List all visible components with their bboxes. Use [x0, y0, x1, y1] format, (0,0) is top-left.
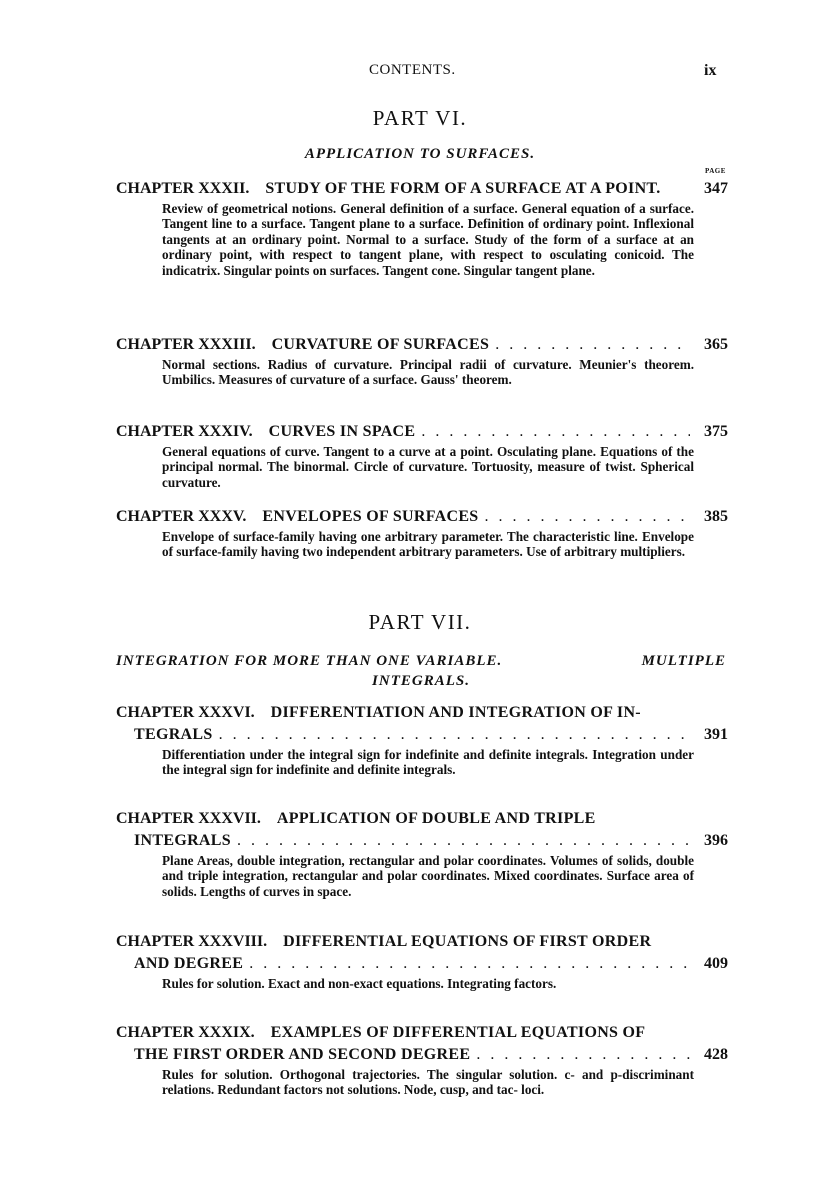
chapter-summary: Differentiation under the integral sign for indefinite and definite integrals. Integration under the integral sign for indefinite and definite integrals. [162, 747, 694, 778]
chapter-summary: Rules for solution. Exact and non-exact equations. Integrating factors. [162, 976, 557, 991]
dot-leader [485, 506, 690, 528]
chapter-number: CHAPTER XXXIX. [116, 1024, 255, 1041]
chapter-title: STUDY OF THE FORM OF A SURFACE AT A POINT. [265, 180, 661, 197]
chapter-summary: Envelope of surface-family having one arbitrary parameter. The characteristic line. Envelope of surface-family having two independent arbitrary parameters. Use of arbitrary multipliers. [162, 529, 694, 560]
chapter-title-cont: THE FIRST ORDER AND SECOND DEGREE [134, 1046, 471, 1063]
chapter-title: EXAMPLES OF DIFFERENTIAL EQUATIONS OF [270, 1024, 646, 1041]
chapter-title: APPLICATION OF DOUBLE AND TRIPLE [276, 810, 596, 827]
part-6-title: PART VI. [372, 106, 468, 130]
dot-leader [237, 830, 690, 852]
dot-leader [476, 1044, 690, 1066]
chapter-title-cont: INTEGRALS [134, 832, 231, 849]
chapter-number: CHAPTER XXXIV. [116, 423, 253, 440]
chapter-32 [116, 178, 728, 278]
chapter-title: CURVATURE OF SURFACES [271, 336, 490, 353]
chapter-page: 391 [704, 726, 728, 743]
chapter-38 [116, 931, 728, 991]
chapter-33 [116, 334, 728, 388]
chapter-summary: Normal sections. Radius of curvature. Principal radii of curvature. Meunier's theorem. Umbilics. Measures of curvature of a surface. Gauss' theorem. [162, 357, 694, 388]
chapter-title: ENVELOPES OF SURFACES [262, 508, 479, 525]
chapter-number: CHAPTER XXXVIII. [116, 933, 268, 950]
chapter-title-cont: TEGRALS [134, 726, 213, 743]
chapter-34 [116, 421, 728, 490]
dot-leader [495, 334, 690, 356]
chapter-page: 365 [704, 336, 728, 353]
chapter-number: CHAPTER XXXVI. [116, 704, 255, 721]
chapter-summary: General equations of curve. Tangent to a curve at a point. Osculating plane. Equations of the principal normal. The binormal. Circle of curvature. Tortuosity, measure of twist. Spherical curvature. [162, 444, 694, 490]
part-7-subtitle-left: INTEGRATION FOR MORE THAN ONE VARIABLE. [116, 653, 503, 669]
part-6-subtitle: APPLICATION TO SURFACES. [304, 146, 536, 162]
chapter-title: DIFFERENTIATION AND INTEGRATION OF IN- [270, 704, 641, 721]
chapter-page: 409 [704, 955, 728, 972]
chapter-37 [116, 808, 728, 899]
part-7-subtitle-line2: INTEGRALS. [372, 673, 470, 689]
chapter-page: 347 [704, 180, 728, 197]
chapter-39 [116, 1022, 728, 1098]
chapter-summary: Rules for solution. Orthogonal trajectories. The singular solution. c- and p-discriminant relations. Redundant factors not solutions. Node, cusp, and tac- loci. [162, 1067, 694, 1098]
chapter-35 [116, 506, 728, 560]
page-number: ix [704, 62, 717, 79]
dot-leader [421, 421, 690, 443]
chapter-summary: Plane Areas, double integration, rectangular and polar coordinates. Volumes of solids, double and triple integration, rectangular and polar coordinates. Mixed coordinates. Surface area of solids. Lengths of curves in space. [162, 853, 694, 899]
dot-leader [249, 953, 690, 975]
chapter-title: CURVES IN SPACE [268, 423, 416, 440]
chapter-number: CHAPTER XXXII. [116, 180, 250, 197]
part-7-subtitle-right: MULTIPLE [641, 653, 726, 669]
chapter-title: DIFFERENTIAL EQUATIONS OF FIRST ORDER [283, 933, 652, 950]
chapter-36 [116, 702, 728, 778]
running-head-title: CONTENTS. [369, 62, 456, 78]
chapter-page: 375 [704, 423, 728, 440]
page-column-label: PAGE [705, 167, 726, 175]
chapter-summary: Review of geometrical notions. General definition of a surface. General equation of a surface. Tangent line to a surface. Tangent plane to a surface. Definition of ordinary point. Inflexional tangents at an ordinary point. Normal to a surface. Study of the form of a surface at an ordinary point, with respect to tangent plane, with respect to osculating conicoid. The indicatrix. Singular points on surfaces. Tangent cone. Singular tangent plane. [162, 201, 694, 278]
chapter-page: 385 [704, 508, 728, 525]
part-7-title: PART VII. [368, 610, 472, 634]
chapter-page: 428 [704, 1046, 728, 1063]
chapter-number: CHAPTER XXXV. [116, 508, 247, 525]
chapter-page: 396 [704, 832, 728, 849]
chapter-number: CHAPTER XXXVII. [116, 810, 261, 827]
dot-leader [219, 724, 690, 746]
chapter-number: CHAPTER XXXIII. [116, 336, 256, 353]
part-7-subtitle [116, 651, 726, 691]
chapter-title-cont: AND DEGREE [134, 955, 244, 972]
